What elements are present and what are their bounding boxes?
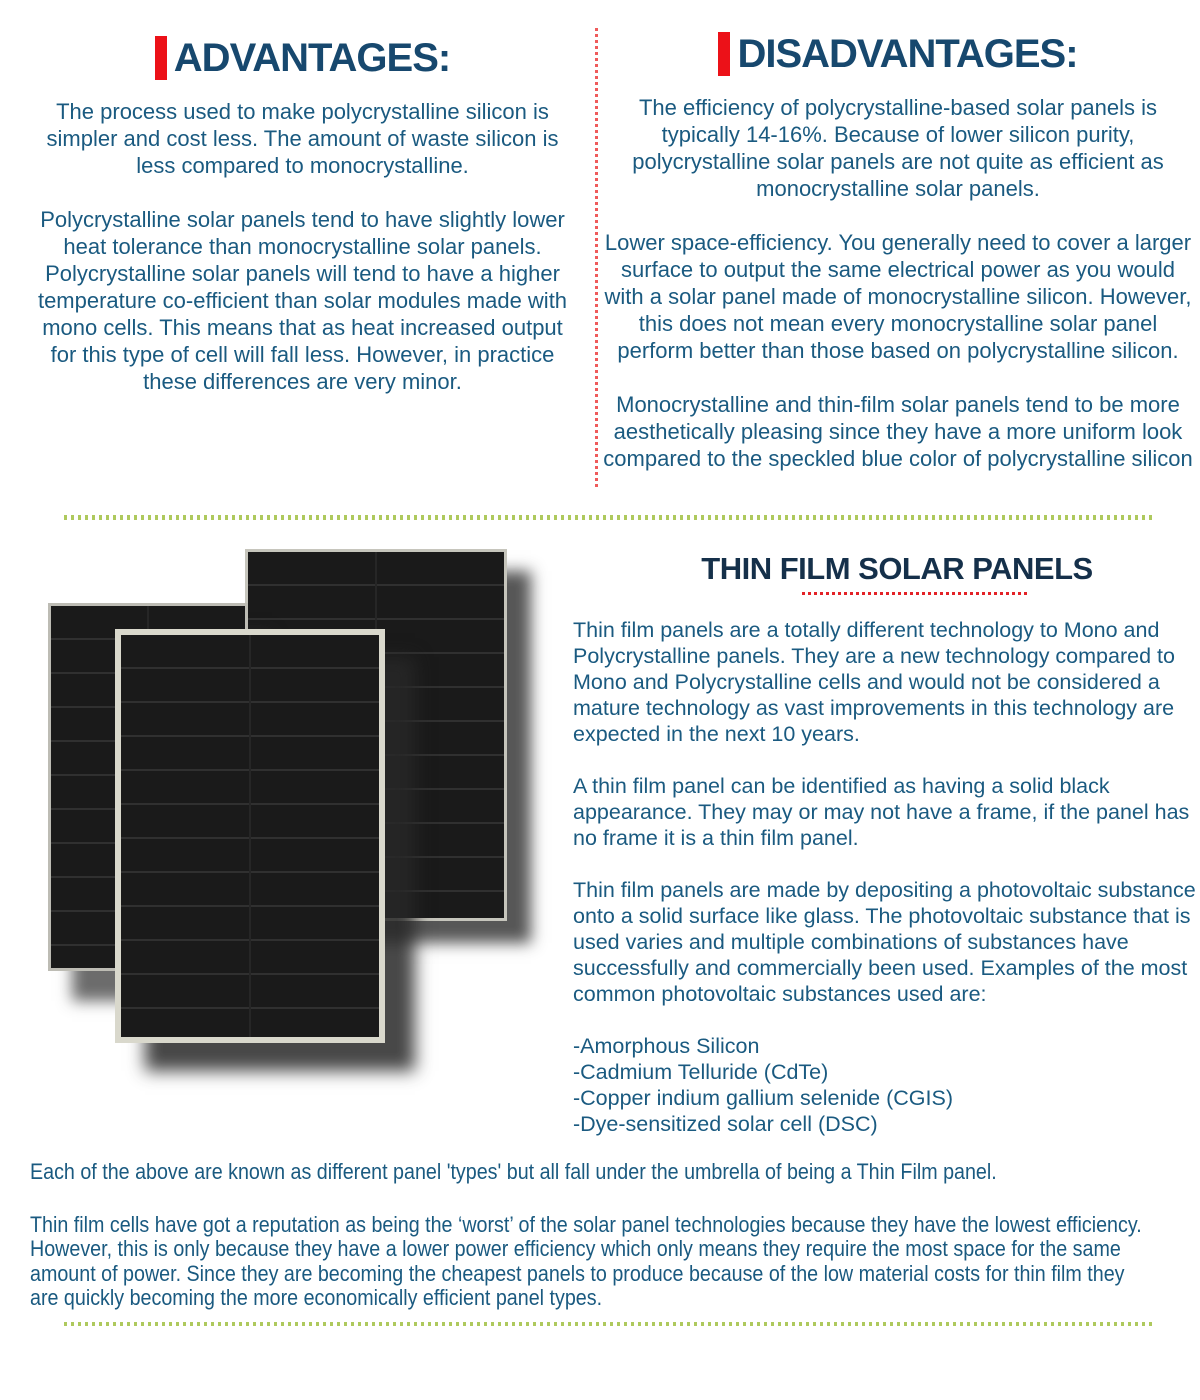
footer-paragraph-2: Thin film cells have got a reputation as being the ‘worst’ of the solar panel technologies because they have the lowest efficiency. However, this is only because they have a lower power efficiency which only means they require the most space for the same amount of power. Since they are becoming the cheapest panels to produce because of the low material costs for thin film they are quickly becoming the more economically efficient panel types. [30,1211,1142,1310]
photovoltaic-substances-list [573,1033,1197,1137]
thin-film-paragraph-2: A thin film panel can be identified as having a solid black appearance. They may or may not have a frame, if the panel has no frame it is a thin film panel. [573,774,1190,850]
disadvantages-paragraph-2: Lower space-efficiency. You generally need to cover a larger surface to output the same electrical power as you would with a solar panel made of monocrystalline silicon. However, this does not mean every monocrystalline solar panel perform better than those based on polycrystalline silicon. [604,230,1192,363]
disadvantages-heading-text: DISADVANTAGES: [737,32,1078,76]
advantages-paragraph-2: Polycrystalline solar panels tend to have slightly lower heat tolerance than monocrystalline solar panels. Polycrystalline solar panels will tend to have a higher temperature co-efficient than solar modules made with mono cells. This means that as heat increased output for this type of cell will fall less. However, in practice these differences are very minor. [37,207,568,394]
list-item: -Cadmium Telluride (CdTe) [573,1060,829,1084]
thin-film-heading: THIN FILM SOLAR PANELS [701,551,1093,586]
list-item: -Dye-sensitized solar cell (DSC) [573,1112,878,1136]
footer-text-block [30,1160,1149,1339]
footer-paragraph-1: Each of the above are known as different panel 'types' but all fall under the umbrella of being a Thin Film panel. [30,1159,997,1184]
list-item: -Copper indium gallium selenide (CGIS) [573,1086,953,1110]
red-accent-bar [718,32,730,76]
thin-film-paragraph-3: Thin film panels are made by depositing a photovoltaic substance onto a solid surface like glass. The photovoltaic substance that is used varies and multiple combinations of substances have successfully and commercially been used. Examples of the most common photovoltaic substances used are: [573,878,1196,1006]
solar-panel-front [115,629,385,1043]
advantages-paragraph-1: The process used to make polycrystalline silicon is simpler and cost less. The amount of waste silicon is less compared to monocrystalline. [46,99,559,178]
thin-film-heading-underline-dotted-red [802,592,1030,595]
column-divider-dotted-red [595,28,598,490]
list-item: -Amorphous Silicon [573,1034,760,1058]
thin-film-text-block [573,617,1197,1137]
disadvantages-section [603,32,1193,499]
disadvantages-heading [603,32,1193,76]
thin-film-panels-photo [30,535,575,1100]
advantages-section [30,36,575,422]
disadvantages-paragraph-1: The efficiency of polycrystalline-based solar panels is typically 14-16%. Because of lower silicon purity, polycrystalline solar panels are not quite as efficient as monocrystalline solar panels. [632,95,1164,201]
section-divider-dotted-green [64,515,1152,520]
disadvantages-paragraph-3: Monocrystalline and thin-film solar panels tend to be more aesthetically pleasing since they have a more uniform look compared to the speckled blue color of polycrystalline silicon [603,392,1193,471]
thin-film-paragraph-1: Thin film panels are a totally different technology to Mono and Polycrystalline panels. They are a new technology compared to Mono and Polycrystalline cells and would not be considered a mature technology as vast improvements in this technology are expected in the next 10 years. [573,618,1175,746]
red-accent-bar [155,36,167,80]
advantages-heading-text: ADVANTAGES: [173,36,451,80]
advantages-heading [30,36,575,80]
